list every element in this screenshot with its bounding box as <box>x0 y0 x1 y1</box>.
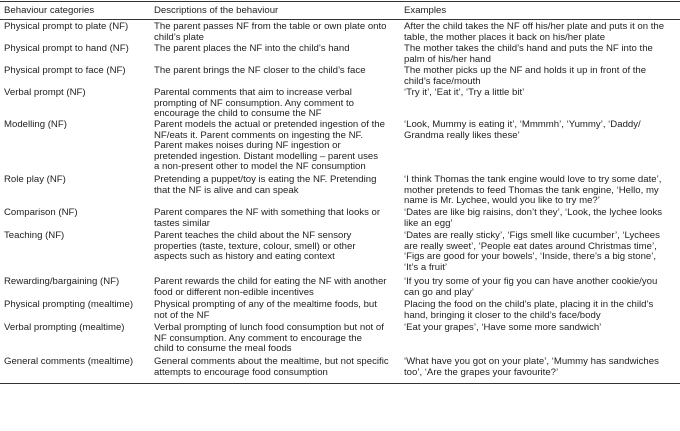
row-description: The parent places the NF into the child’s hand <box>154 43 350 54</box>
row-description: Parent rewards the child for eating the NF with another food or different non-edible incentives <box>154 276 387 298</box>
row-category: Verbal prompt (NF) <box>4 87 86 98</box>
header-behaviour-categories: Behaviour categories <box>4 5 95 16</box>
row-category: Rewarding/bargaining (NF) <box>4 276 120 287</box>
row-examples: ‘Try it’, ‘Eat it’, ‘Try a little bit’ <box>404 87 525 98</box>
row-description: Parent compares the NF with something that looks or tastes similar <box>154 207 381 229</box>
row-description: General comments about the mealtime, but not specific attempts to encourage food consumption <box>154 356 389 378</box>
row-examples: ‘What have you got on your plate’, ‘Mummy has sandwiches too’, ‘Are the grapes your favourite?’ <box>404 356 659 378</box>
row-category: General comments (mealtime) <box>4 356 134 367</box>
row-description: The parent passes NF from the table or own plate onto child’s plate <box>154 21 387 43</box>
row-category: Physical prompt to plate (NF) <box>4 21 129 32</box>
row-category: Physical prompting (mealtime) <box>4 299 134 310</box>
row-examples: ‘I think Thomas the tank engine would love to try some date’, mother pretends to feed Thomas the tank engine, ‘Hello, my name is Mr. Lychee, would you like to try me?’ <box>404 174 662 207</box>
row-description: Pretending a puppet/toy is eating the NF. Pretending that the NF is alive and can speak <box>154 174 377 196</box>
header-examples: Examples <box>404 5 447 16</box>
row-category: Modelling (NF) <box>4 119 67 130</box>
row-description: Parent teaches the child about the NF sensory properties (taste, texture, colour, smell) or other aspects such as history and eating context <box>154 230 356 263</box>
row-examples: ‘Dates are really sticky’, ‘Figs smell like cucumber’, ‘Lychees are really sweet’, ‘People eat dates around Christmas time’, ‘Figs are good for your bowels’, ‘Inside, there’s a big stone’, ‘It’s a fruit’ <box>404 230 660 273</box>
row-category: Role play (NF) <box>4 174 66 185</box>
row-examples: ‘Dates are like big raisins, don’t they’, ‘Look, the lychee looks like an egg’ <box>404 207 663 229</box>
row-description: Parental comments that aim to increase verbal prompting of NF consumption. Any comment to encourage the child to consume the NF <box>154 87 354 120</box>
row-examples: The mother takes the child’s hand and puts the NF into the palm of his/her hand <box>404 43 653 65</box>
row-description: The parent brings the NF closer to the child’s face <box>154 65 366 76</box>
table-top-rule <box>0 1 680 2</box>
row-examples: ‘If you try some of your fig you can have another cookie/you can go and play’ <box>404 276 658 298</box>
row-description: Parent models the actual or pretended ingestion of the NF/eats it. Parent comments on ingesting the NF. Parent makes noises during NF ingestion or pretended ingestion. Distant modelling – parent uses a non-present other to model the NF consumption <box>154 119 385 173</box>
row-examples: After the child takes the NF off his/her plate and puts it on the table, the mother places it back on his/her plate <box>404 21 665 43</box>
table-bottom-rule <box>0 383 680 384</box>
row-examples: Placing the food on the child’s plate, placing it in the child’s hand, bringing it closer to the child’s face/body <box>404 299 654 321</box>
header-descriptions: Descriptions of the behaviour <box>154 5 279 16</box>
row-category: Physical prompt to face (NF) <box>4 65 126 76</box>
header-rule <box>0 19 680 20</box>
row-examples: ‘Look, Mummy is eating it’, ‘Mmmmh’, ‘Yummy’, ‘Daddy/ Grandma really likes these’ <box>404 119 641 141</box>
row-description: Verbal prompting of lunch food consumption but not of NF consumption. Any comment to encourage the child to consume the meal foods <box>154 322 384 355</box>
row-examples: The mother picks up the NF and holds it up in front of the child’s face/mouth <box>404 65 647 87</box>
row-category: Physical prompt to hand (NF) <box>4 43 129 54</box>
row-category: Comparison (NF) <box>4 207 78 218</box>
row-category: Verbal prompting (mealtime) <box>4 322 125 333</box>
row-description: Physical prompting of any of the mealtime foods, but not of the NF <box>154 299 377 321</box>
row-category: Teaching (NF) <box>4 230 65 241</box>
row-examples: ‘Eat your grapes’, ‘Have some more sandwich’ <box>404 322 602 333</box>
